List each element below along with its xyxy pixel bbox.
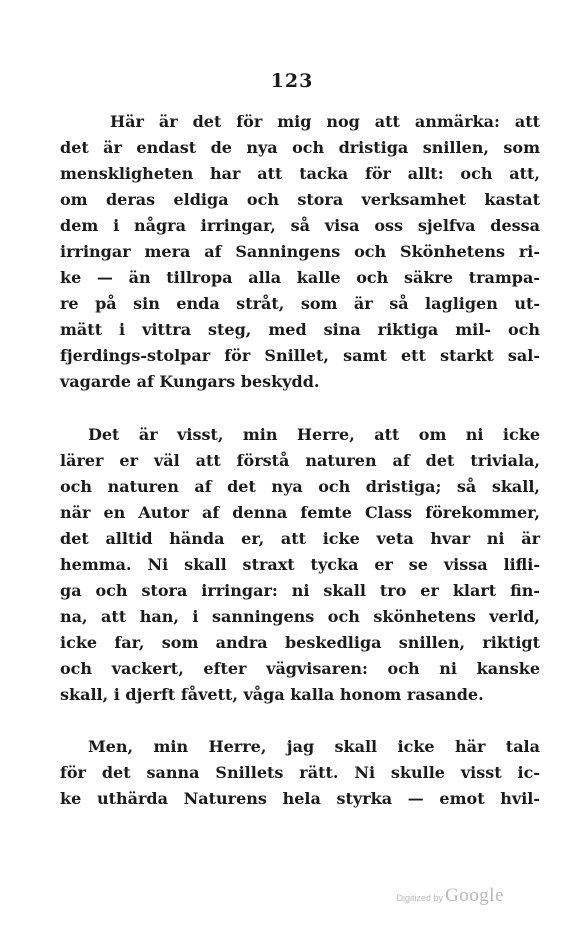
text-line: för det sanna Snillets rätt. Ni skulle visst ic-	[60, 763, 540, 782]
text-line: om deras eldiga och stora verksamhet kastat	[60, 190, 540, 209]
page-number: 123	[270, 70, 314, 92]
google-logo: Google	[445, 885, 504, 906]
digitized-by-label: Digitized by	[396, 893, 444, 903]
text-line: lärer er väl att förstå naturen af det triviala,	[60, 451, 540, 470]
text-line: och naturen af det nya och dristiga; så skall,	[60, 477, 540, 496]
text-line: ke — än tillropa alla kalle och säkre trampa-	[60, 268, 540, 287]
text-line: vagarde af Kungars beskydd.	[60, 372, 320, 391]
paragraph-2	[60, 422, 540, 708]
text-line: det är endast de nya och dristiga snillen, som	[60, 138, 540, 157]
text-line: irringar mera af Sanningens och Skönhetens ri-	[60, 242, 540, 261]
paragraph-1	[60, 109, 540, 395]
text-line: det alltid hända er, att icke veta hvar ni är	[60, 529, 540, 548]
text-line: hemma. Ni skall straxt tycka er se vissa lifli-	[60, 555, 540, 574]
text-line: dem i några irringar, så visa oss sjelfva dessa	[60, 216, 540, 235]
paragraph-3	[60, 734, 540, 812]
text-line: menskligheten har att tacka för allt: och att,	[60, 164, 540, 183]
text-line: re på sin enda stråt, som är så lagligen ut-	[60, 294, 540, 313]
text-line: icke far, som andra beskedliga snillen, riktigt	[60, 633, 540, 652]
digitization-watermark	[397, 885, 504, 907]
text-line: ke uthärda Naturens hela styrka — emot hvil-	[60, 789, 540, 808]
text-line: Men, min Herre, jag skall icke här tala	[88, 737, 540, 756]
text-line: mätt i vittra steg, med sina riktiga mil- och	[60, 320, 540, 339]
text-line: skall, i djerft fåvett, våga kalla honom rasande.	[60, 685, 484, 704]
text-line: och vackert, efter vägvisaren: och ni kanske	[60, 659, 540, 678]
text-line: Det är visst, min Herre, att om ni icke	[88, 425, 540, 444]
text-line: na, att han, i sanningens och skönhetens verld,	[60, 607, 540, 626]
text-line: ga och stora irringar: ni skall tro er klart fin-	[60, 581, 540, 600]
text-line: fjerdings-stolpar för Snillet, samt ett starkt sal-	[60, 346, 540, 365]
text-line: när en Autor af denna femte Class förekommer,	[60, 503, 540, 522]
text-line: Här är det för mig nog att anmärka: att	[110, 112, 540, 131]
